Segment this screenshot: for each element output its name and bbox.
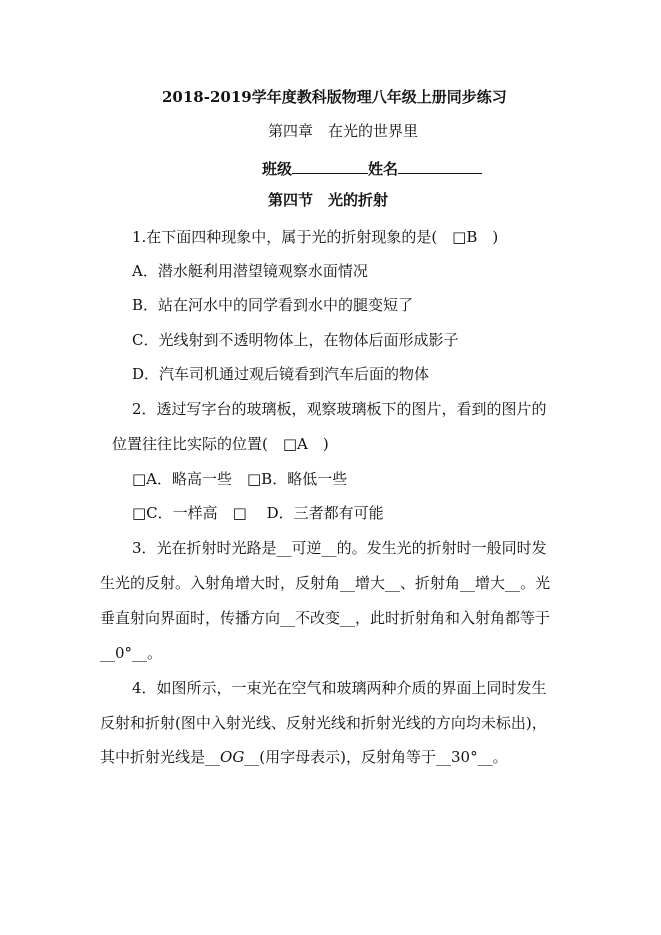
q3-text: 垂直射向界面时，传播方向 (100, 609, 281, 627)
q2-options-ab: □A．略高一些 □B．略低一些 (132, 470, 348, 488)
chapter-title: 第四章 在光的世界里 (268, 122, 419, 140)
section-title: 第四节 光的折射 (268, 191, 389, 209)
q4-text: 。 (492, 748, 508, 766)
q3-text: 生光的反射。入射角增大时，反射角 (100, 574, 341, 592)
q3-answer-reversible: __可逆__ (276, 539, 337, 557)
class-label: 班级 (262, 160, 293, 178)
q1-option-b: B．站在河水中的同学看到水中的腿变短了 (132, 296, 414, 314)
q2-stem-line1: 2．透过写字台的玻璃板，观察玻璃板下的图片，看到的图片的 (132, 400, 547, 418)
q1-option-d: D．汽车司机通过观后镜看到汽车后面的物体 (132, 365, 430, 383)
q4-line1: 4．如图所示，一束光在空气和玻璃两种介质的界面上同时发生 (132, 679, 547, 697)
q4-answer-refracted-ray: __OG__ (205, 748, 260, 766)
q4-text: (用字母表示)，反射角等于 (259, 748, 437, 766)
q3-text: 、折射角 (400, 574, 461, 592)
name-blank[interactable] (398, 157, 482, 174)
q3-line1 (132, 538, 547, 558)
q3-answer-refraction-angle: __增大__ (460, 574, 521, 592)
document-title: 2018-2019学年度教科版物理八年级上册同步练习 (162, 88, 507, 106)
q3-text: 3．光在折射时光路是 (132, 539, 277, 557)
q1-stem: 1.在下面四种现象中，属于光的折射现象的是( □B ) (132, 228, 499, 246)
q4-line2: 反射和折射(图中入射光线、反射光线和折射光线的方向均未标出)， (100, 714, 547, 732)
q2-stem-line2: 位置往往比实际的位置( □A ) (112, 435, 329, 453)
q3-answer-reflection-angle: __增大__ (340, 574, 401, 592)
q3-text: 。光 (520, 574, 551, 592)
name-label: 姓名 (368, 160, 399, 178)
q4-line3 (100, 747, 508, 767)
q1-option-a: A．潜水艇利用潜望镜观察水面情况 (132, 262, 368, 280)
q3-text: 。 (147, 644, 163, 662)
class-blank[interactable] (292, 157, 368, 174)
q3-line4 (100, 643, 162, 663)
q4-text: 其中折射光线是 (100, 748, 206, 766)
q3-answer-zero-degree: __0°__ (100, 644, 148, 662)
q4-answer-reflection-angle: __30°__ (436, 748, 493, 766)
q3-text: 的。发生光的折射时一般同时发 (336, 539, 547, 557)
q3-line2 (100, 573, 550, 593)
student-info-row (262, 157, 482, 179)
q1-option-c: C．光线射到不透明物体上，在物体后面形成影子 (132, 331, 459, 349)
q3-line3 (100, 608, 550, 628)
q3-text: ，此时折射角和入射角都等于 (355, 609, 551, 627)
q2-options-cd: □C．一样高 □ D．三者都有可能 (132, 504, 384, 522)
q3-answer-direction: __不改变__ (280, 609, 356, 627)
